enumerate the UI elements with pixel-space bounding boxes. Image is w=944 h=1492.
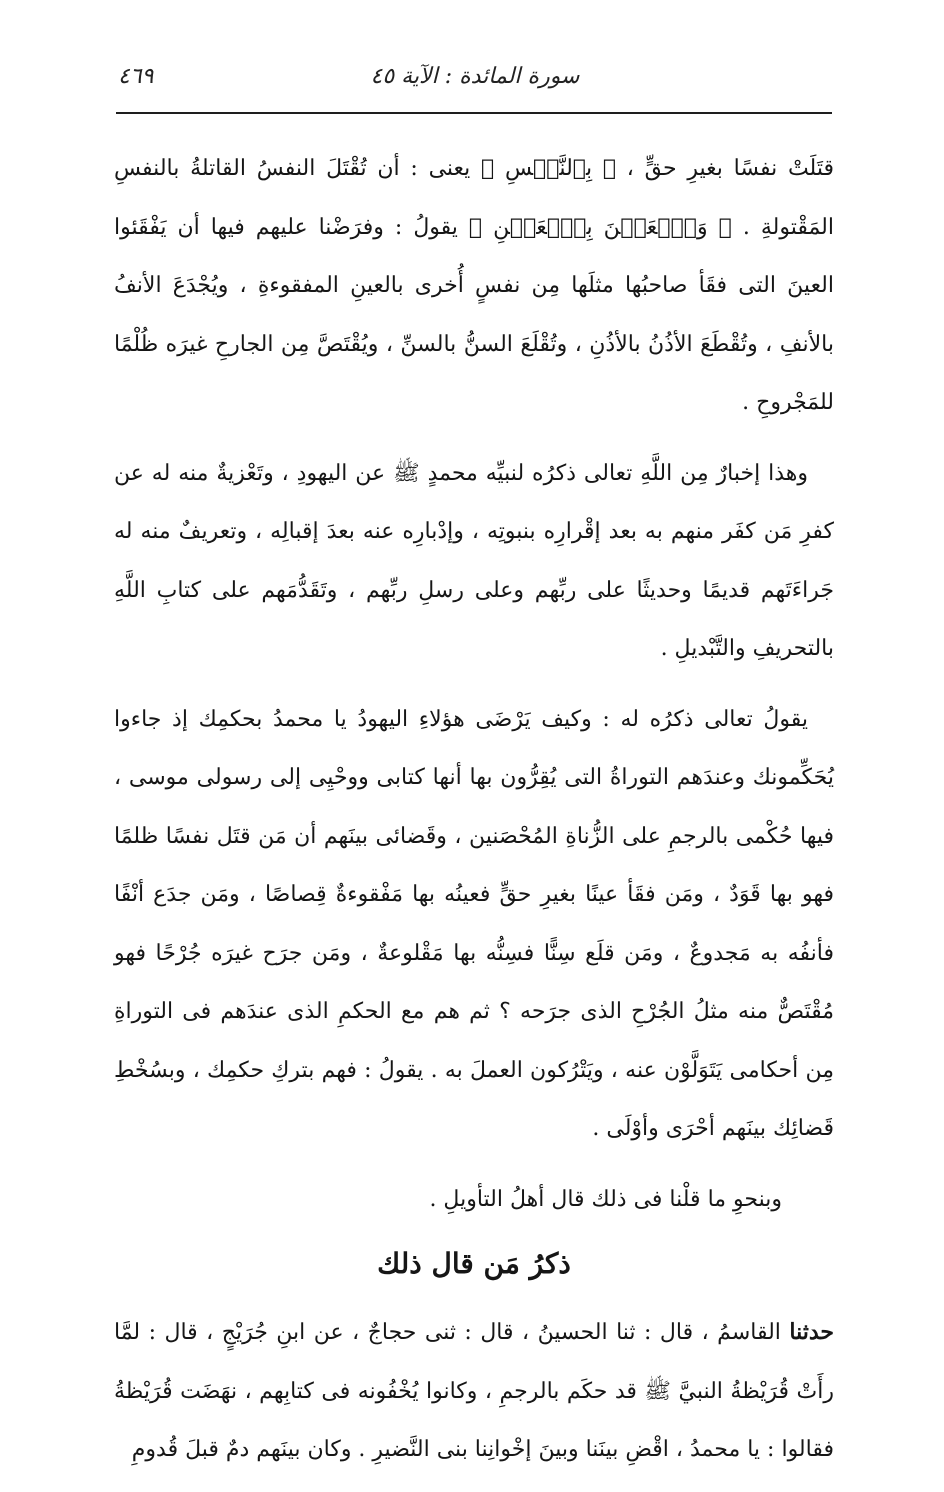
page-header (118, 62, 832, 98)
paragraph-interpreters: وبنحوِ ما قلْنا فى ذلك قال أهلُ التأويلِ . (429, 1186, 782, 1212)
narration-lead-word: حدثنا (789, 1319, 834, 1345)
page-number: ٤٦٩ (118, 64, 154, 89)
running-head: سورة المائدة : الآية ٤٥ (370, 64, 580, 89)
paragraph-narration (114, 1303, 834, 1480)
paragraph-how-they-accept: يقولُ تعالى ذكرُه له : وكيف يَرْضَى هؤلاءِ اليهودُ يا محمدُ بحكمِك إذ جاءوا يُحَكِّمونك وعندَهم التوراةُ التى يُقِرُّون بها أنها كتابى ووحْيِى إلى رسولى موسى ، فيها حُكْمى بالرجمِ على الزُّناةِ المُحْصَنين ، وقَضائى بينَهم أن مَن قتَل نفسًا ظلمًا فهو بها قَوَدٌ ، ومَن فقَأ عينًا بغيرِ حقٍّ فعينُه بها مَفْقوءةٌ قِصاصًا ، ومَن جدَع أنْفًا فأنفُه به مَجدوعٌ ، ومَن قلَع سِنًّا فسِنُّه بها مَقْلوعةٌ ، ومَن جرَح غيرَه جُرْحًا فهو مُقْتَصٌّ منه مثلُ الجُرْحِ الذى جرَحه ؟ ثم هم مع الحكمِ الذى عندَهم فى التوراةِ مِن أحكامى يَتَوَلَّوْن عنه ، ويَتْرُكون العملَ به . يقولُ : فهم بتركِ حكمِك ، وبسُخْطِ قَضائِك بينَهم أحْرَى وأوْلَى . (114, 706, 834, 1141)
paragraph-ayah-commentary: قتَلَتْ نفسًا بغيرِ حقٍّ ، ﴿ بِٱلنَّفۡسِ ﴾ يعنى : أن تُقْتَلَ النفسُ القاتلةُ بالنفسِ المَقْتولةِ . ﴿ وَٱلۡعَيۡنَ بِٱلۡعَيۡنِ ﴾ يقولُ : وفرَضْنا عليهم فيها أن يَفْقَئوا العينَ التى فقَأ صاحبُها مثلَها مِن نفسٍ أُخرى بالعينِ المفقوءةِ ، ويُجْدَعَ الأنفُ بالأنفِ ، وتُقْطَعَ الأذُنُ بالأذُنِ ، وتُقْلَعَ السنُّ بالسنِّ ، ويُقْتَصَّ مِن الجارحِ غيرَه ظُلْمًا للمَجْروحِ . (114, 156, 834, 415)
page-body (114, 140, 834, 1492)
paragraph-news-from-god: وهذا إخبارٌ مِن اللَّهِ تعالى ذكرُه لنبيِّه محمدٍ ﷺ عن اليهودِ ، وتَعْزيةٌ منه له عن كفرِ مَن كفَر منهم به بعد إقْرارِه بنبوتِه ، وإدْبارِه عنه بعدَ إقبالِه ، وتعريفٌ منه له جَراءَتَهم قديمًا وحديثًا على ربِّهم وعلى رسلِ ربِّهم ، وتَقَدُّمَهم على كتابِ اللَّهِ بالتحريفِ والتَّبْديلِ . (114, 460, 834, 661)
header-divider (116, 112, 832, 114)
narration-text: القاسمُ ، قال : ثنا الحسينُ ، قال : ثنى حجاجٌ ، عن ابنِ جُرَيْجٍ ، قال : لمَّا رأَتْ قُرَيْظةُ النبيَّ ﷺ قد حكَم بالرجمِ ، وكانوا يُخْفُونه فى كتابِهم ، نهَضَت قُرَيْظةُ فقالوا : يا محمدُ ، اقْضِ بينَنا وبينَ إخْوانِنا بنى النَّضيرِ . وكان بينَهم دمٌ قبلَ قُدومِ (114, 1320, 834, 1462)
section-heading: ذكرُ مَن قال ذلك (377, 1247, 571, 1280)
